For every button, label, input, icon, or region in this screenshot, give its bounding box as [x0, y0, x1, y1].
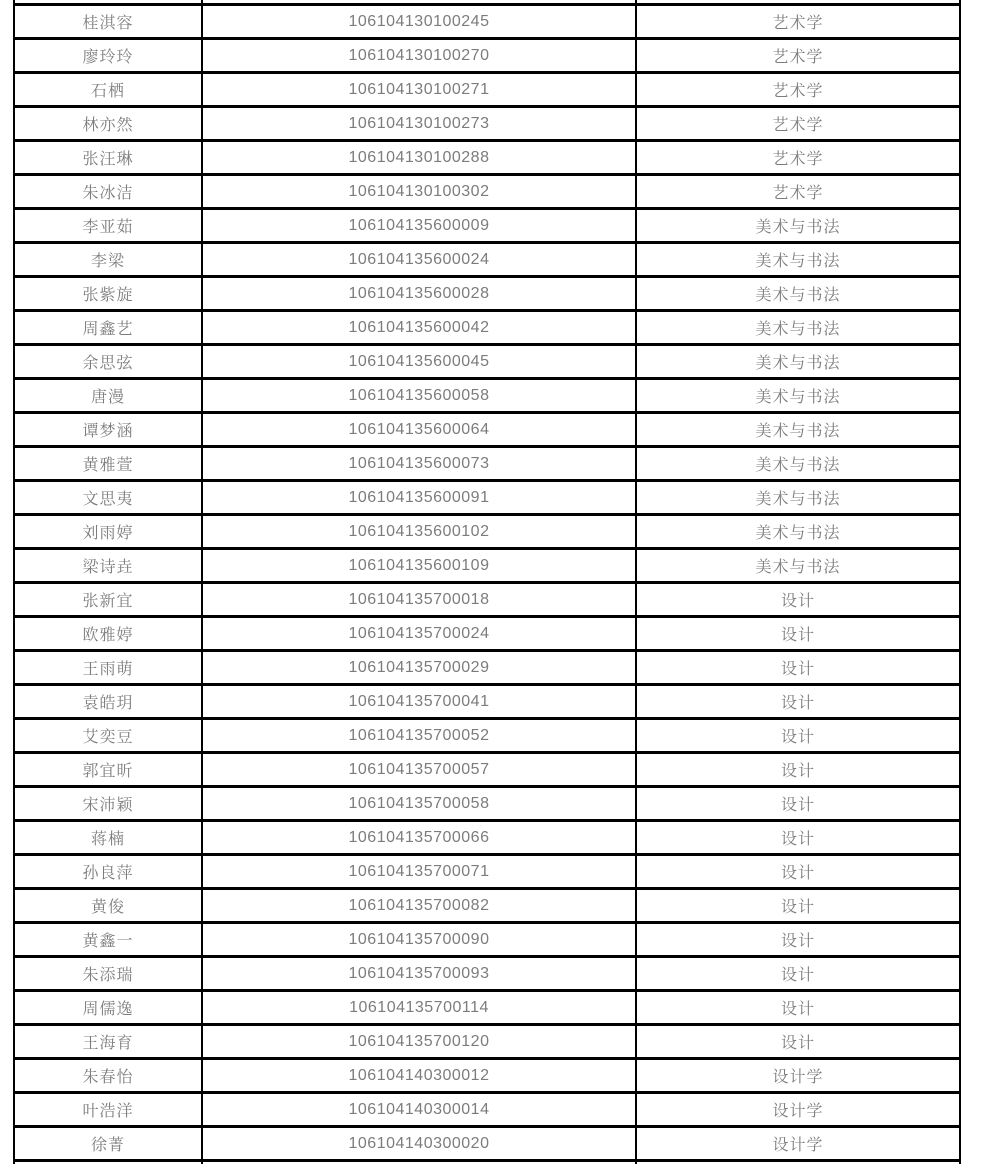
- candidate-major: 设计学: [636, 1093, 960, 1127]
- candidate-name: 王雨萌: [14, 651, 202, 685]
- candidate-name: 文思夷: [14, 481, 202, 515]
- candidate-major: 设计: [636, 719, 960, 753]
- table-row: [14, 5, 960, 39]
- candidate-number: 106104135600009: [202, 209, 636, 243]
- candidate-name: 石栖: [14, 73, 202, 107]
- table-row: [14, 379, 960, 413]
- table-row: [14, 923, 960, 957]
- candidate-name: 朱添瑞: [14, 957, 202, 991]
- clipped-row: [14, 1161, 960, 1165]
- candidate-major: 设计: [636, 753, 960, 787]
- candidate-name: 王海育: [14, 1025, 202, 1059]
- candidate-name: 周儒逸: [14, 991, 202, 1025]
- candidate-number: 106104135700114: [202, 991, 636, 1025]
- candidate-number: 106104135700090: [202, 923, 636, 957]
- candidate-major: 设计: [636, 923, 960, 957]
- table-row: [14, 651, 960, 685]
- candidate-name: 梁诗垚: [14, 549, 202, 583]
- candidate-name: 朱春怡: [14, 1059, 202, 1093]
- candidate-major: 设计: [636, 787, 960, 821]
- candidate-number: 106104135600045: [202, 345, 636, 379]
- candidate-number: 106104135700052: [202, 719, 636, 753]
- candidate-major: 艺术学: [636, 175, 960, 209]
- candidate-name: 黄俊: [14, 889, 202, 923]
- clipped-cell: [14, 1161, 202, 1165]
- candidate-number: 106104135600042: [202, 311, 636, 345]
- candidate-major: 设计: [636, 583, 960, 617]
- candidate-major: 美术与书法: [636, 549, 960, 583]
- candidate-number: 106104135600073: [202, 447, 636, 481]
- table-row: [14, 311, 960, 345]
- table-row: [14, 447, 960, 481]
- candidate-number: 106104135600028: [202, 277, 636, 311]
- candidate-name: 张紫旋: [14, 277, 202, 311]
- table-row: [14, 345, 960, 379]
- candidate-name: 叶浩洋: [14, 1093, 202, 1127]
- candidate-name: 李梁: [14, 243, 202, 277]
- table-row: [14, 617, 960, 651]
- candidate-name: 黄鑫一: [14, 923, 202, 957]
- candidate-major: 艺术学: [636, 107, 960, 141]
- table-row: [14, 73, 960, 107]
- candidate-number: 106104135600102: [202, 515, 636, 549]
- table-row: [14, 957, 960, 991]
- table-row: [14, 481, 960, 515]
- candidate-name: 余思弦: [14, 345, 202, 379]
- candidate-number: 106104135600064: [202, 413, 636, 447]
- candidate-name: 周鑫艺: [14, 311, 202, 345]
- candidate-major: 设计: [636, 991, 960, 1025]
- table-row: [14, 753, 960, 787]
- candidate-name: 桂淇容: [14, 5, 202, 39]
- candidate-name: 孙良萍: [14, 855, 202, 889]
- candidate-number: 106104135700041: [202, 685, 636, 719]
- candidate-major: 设计: [636, 855, 960, 889]
- candidate-name: 徐菁: [14, 1127, 202, 1161]
- table-row: [14, 889, 960, 923]
- table-row: [14, 719, 960, 753]
- candidate-name: 袁皓玥: [14, 685, 202, 719]
- candidate-number: 106104130100273: [202, 107, 636, 141]
- candidate-major: 设计学: [636, 1059, 960, 1093]
- candidate-name: 宋沛颖: [14, 787, 202, 821]
- candidate-name: 蒋楠: [14, 821, 202, 855]
- table-row: [14, 549, 960, 583]
- table-row: [14, 583, 960, 617]
- candidate-name: 张汪琳: [14, 141, 202, 175]
- candidate-number: 106104135700082: [202, 889, 636, 923]
- table-row: [14, 107, 960, 141]
- candidate-number: 106104140300012: [202, 1059, 636, 1093]
- candidate-major: 美术与书法: [636, 243, 960, 277]
- candidate-major: 美术与书法: [636, 311, 960, 345]
- candidate-major: 艺术学: [636, 141, 960, 175]
- candidate-name: 欧雅婷: [14, 617, 202, 651]
- candidate-major: 设计: [636, 821, 960, 855]
- candidate-major: 美术与书法: [636, 277, 960, 311]
- candidate-major: 美术与书法: [636, 515, 960, 549]
- table-row: [14, 1127, 960, 1161]
- candidate-number: 106104130100245: [202, 5, 636, 39]
- candidate-table: [13, 0, 961, 1164]
- candidate-number: 106104130100271: [202, 73, 636, 107]
- candidate-number: 106104135700024: [202, 617, 636, 651]
- candidate-number: 106104135700058: [202, 787, 636, 821]
- candidate-number: 106104135600024: [202, 243, 636, 277]
- candidate-major: 艺术学: [636, 39, 960, 73]
- candidate-name: 廖玲玲: [14, 39, 202, 73]
- candidate-name: 郭宜昕: [14, 753, 202, 787]
- table-row: [14, 787, 960, 821]
- table-row: [14, 1025, 960, 1059]
- candidate-name: 张新宜: [14, 583, 202, 617]
- candidate-name: 艾奕豆: [14, 719, 202, 753]
- candidate-number: 106104135600091: [202, 481, 636, 515]
- candidate-major: 美术与书法: [636, 413, 960, 447]
- table-row: [14, 855, 960, 889]
- table-row: [14, 39, 960, 73]
- table-row: [14, 277, 960, 311]
- candidate-number: 106104140300014: [202, 1093, 636, 1127]
- candidate-number: 106104135700029: [202, 651, 636, 685]
- candidate-name: 李亚茹: [14, 209, 202, 243]
- candidate-major: 设计: [636, 651, 960, 685]
- table-row: [14, 413, 960, 447]
- candidate-number: 106104135700071: [202, 855, 636, 889]
- candidate-major: 设计: [636, 889, 960, 923]
- candidate-name: 唐漫: [14, 379, 202, 413]
- table-row: [14, 1059, 960, 1093]
- candidate-number: 106104130100302: [202, 175, 636, 209]
- candidate-major: 美术与书法: [636, 481, 960, 515]
- candidate-major: 艺术学: [636, 5, 960, 39]
- candidate-number: 106104135700120: [202, 1025, 636, 1059]
- table-row: [14, 821, 960, 855]
- candidate-number: 106104135600109: [202, 549, 636, 583]
- candidate-number: 106104135600058: [202, 379, 636, 413]
- candidate-major: 艺术学: [636, 73, 960, 107]
- candidate-name: 林亦然: [14, 107, 202, 141]
- clipped-cell: [202, 1161, 636, 1165]
- table-body: [14, 5, 960, 1161]
- candidate-major: 设计: [636, 685, 960, 719]
- table-row: [14, 175, 960, 209]
- candidate-major: 设计: [636, 957, 960, 991]
- table-row: [14, 1093, 960, 1127]
- candidate-major: 美术与书法: [636, 209, 960, 243]
- candidate-major: 美术与书法: [636, 447, 960, 481]
- candidate-major: 设计: [636, 1025, 960, 1059]
- candidate-name: 谭梦涵: [14, 413, 202, 447]
- clipped-row-bottom: [14, 1161, 960, 1165]
- table-row: [14, 141, 960, 175]
- candidate-major: 设计学: [636, 1127, 960, 1161]
- candidate-major: 美术与书法: [636, 345, 960, 379]
- candidate-name: 黄雅萱: [14, 447, 202, 481]
- table-row: [14, 991, 960, 1025]
- clipped-cell: [636, 1161, 960, 1165]
- candidate-number: 106104135700066: [202, 821, 636, 855]
- candidate-name: 朱冰洁: [14, 175, 202, 209]
- table-row: [14, 515, 960, 549]
- candidate-major: 设计: [636, 617, 960, 651]
- candidate-number: 106104140300020: [202, 1127, 636, 1161]
- table-row: [14, 209, 960, 243]
- candidate-number: 106104130100288: [202, 141, 636, 175]
- candidate-number: 106104135700093: [202, 957, 636, 991]
- candidate-name: 刘雨婷: [14, 515, 202, 549]
- table-row: [14, 685, 960, 719]
- table-row: [14, 243, 960, 277]
- candidate-number: 106104130100270: [202, 39, 636, 73]
- candidate-major: 美术与书法: [636, 379, 960, 413]
- candidate-number: 106104135700018: [202, 583, 636, 617]
- candidate-number: 106104135700057: [202, 753, 636, 787]
